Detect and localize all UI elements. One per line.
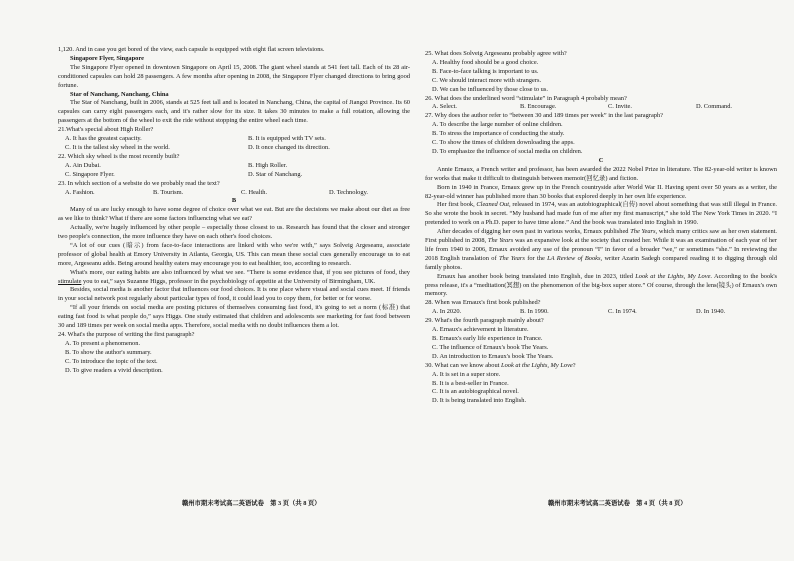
- question-27: 27. Why does the author refer to “between 30 and 189 times per week” in the last paragraph?: [425, 112, 664, 120]
- c-p4-mid: , which many critics saw as her own statement. First published in 2008,: [425, 228, 778, 245]
- question-24: 24. What's the purpose of writing the first paragraph?: [58, 331, 195, 338]
- q23-option-c[interactable]: C. Health.: [241, 188, 268, 196]
- page-4-column: [425, 50, 777, 406]
- q23-option-b[interactable]: B. Tourism.: [153, 188, 184, 196]
- c-p4-start: After decades of digging her own past in various works, Ernaux published: [437, 228, 631, 236]
- section-c-heading: C: [598, 156, 604, 164]
- book-title-the-years: The Years: [630, 228, 656, 236]
- question-22-options: [58, 162, 410, 171]
- singapore-heading: Singapore Flyer, Singapore: [70, 54, 144, 62]
- c-p5-end: . According to the book's press release, it's a “meditation(冥想) on the phenomenon of the big-box super store.” Of course, through the lens(镜头) of Ernaux's own memory.: [425, 272, 778, 298]
- passage-c-p2: Born in 1940 in France, Ernaux grew up in the French countryside after World War II. Having spent over 50 years as a writer, the 82-year-old winner has published more than 30 books that explored deeply in her own life experience.: [425, 183, 777, 200]
- q26-option-b[interactable]: B. Encourage.: [520, 103, 557, 111]
- page-3-footer: 赣州市期末考试高二英语试卷 第 3 页（共 8 页）: [182, 500, 321, 507]
- singapore-text: The Singapore Flyer opened in downtown Singapore on April 15, 2008. The giant wheel stands at 541 feet tall. Each of its 28 air-conditioned capsules can hold 28 passengers. A few months after opening in 2008, the Singapore Flyer changed directions to bring good fortune.: [58, 63, 410, 89]
- q30-option-b[interactable]: B. It is a best-seller in France.: [432, 379, 509, 387]
- passage-c-p3: [425, 201, 777, 228]
- q28-option-d[interactable]: D. In 1940.: [696, 308, 726, 316]
- passage-b-p1: Many of us are lucky enough to have some degree of choice over what we eat. But are the decisions we make about our diet as free as we like to think? What if there are some factors influencing what we eat?: [58, 206, 410, 223]
- q24-option-c[interactable]: C. To introduce the topic of the text.: [65, 357, 158, 365]
- q28-option-a[interactable]: A. In 2020.: [432, 308, 462, 316]
- q22-option-b[interactable]: B. High Roller.: [248, 161, 288, 169]
- q23-option-a[interactable]: A. Fashion.: [65, 188, 95, 196]
- q26-option-c[interactable]: C. Invite.: [608, 103, 632, 111]
- passage-c-p1: Annie Ernaux, a French writer and professor, has been awarded the 2022 Nobel Prize in literature. The 82-year-old writer is known for works that make it difficult to distinguish between memoir(回忆录) and fiction.: [425, 165, 777, 182]
- book-title-the-years-3: The Years: [498, 254, 525, 262]
- q23-option-d[interactable]: D. Technology.: [329, 188, 368, 196]
- q28-option-c[interactable]: C. In 1974.: [608, 308, 637, 316]
- q24-option-a[interactable]: A. To present a phenomenon.: [65, 339, 141, 347]
- question-28: 28. When was Ernaux's first book published?: [425, 299, 541, 307]
- q24-option-b[interactable]: B. To show the author's summary.: [65, 348, 152, 356]
- c-p3-start: Her first book,: [437, 201, 477, 209]
- q27-option-a[interactable]: A. To describe the large number of online children.: [432, 121, 563, 129]
- book-title-cleaned-out: Cleaned Out: [476, 201, 510, 209]
- passage-a-tail: 1,120. And in case you get bored of the view, each capsule is equipped with eight flat screen televisions.: [58, 46, 325, 53]
- question-22: 22. Which sky wheel is the most recently built?: [58, 152, 180, 160]
- passage-b-p6: “If all your friends on social media are posting pictures of themselves consuming fast food, it's going to set a norm (标准) that eating fast food is what people do,” says Higgs. One study estimated that children and adolescents see marketing for fast food between 30 and 189 times per week on social media apps. Therefore, social media with no doubt influences them a lot.: [58, 304, 410, 330]
- q29-option-a[interactable]: A. Ernaux's achievement in literature.: [432, 326, 529, 334]
- q30-option-a[interactable]: A. It is set in a super store.: [432, 370, 501, 378]
- p4-text-end: you to eat,” says Suzanne Higgs, professor in the psychobiology of appetite at the University of Birmingham, UK.: [81, 277, 376, 285]
- underlined-word-stimulate: stimulate: [58, 277, 82, 285]
- q27-option-c[interactable]: C. To show the times of children downloading the apps.: [432, 139, 575, 147]
- question-22-options-2: [58, 171, 410, 180]
- question-21-options: [58, 135, 410, 144]
- q25-option-b[interactable]: B. Face-to-face talking is important to us.: [432, 67, 539, 75]
- q25-option-d[interactable]: D. We can be influenced by those close to us.: [432, 85, 548, 93]
- q28-option-b[interactable]: B. In 1990.: [520, 308, 549, 316]
- question-23: 23. In which section of a website do we probably read the text?: [58, 179, 220, 187]
- passage-b-p5: Besides, social media is another factor that influences our food choices. It is one place where visual and social cues meet. If friends in your social network post regularly about particular types of food, it could lead you to copy them, for better or for worse.: [58, 286, 410, 303]
- q30-end: ?: [572, 361, 576, 369]
- question-30: [425, 362, 777, 371]
- passage-b-p4: [58, 269, 410, 287]
- nanchang-heading: Star of Nanchang, Nanchang, China: [70, 90, 169, 98]
- section-b-heading: B: [231, 197, 237, 205]
- q26-option-d[interactable]: D. Command.: [696, 103, 733, 111]
- passage-b-p3: “A lot of our cues (暗示) from face-to-face interactions are linked with who we're with,” says Solveig Argeseanu, associate professor of global health at Emory University in Atlanta, Georgia, US. This can mean these social cues generally encourage us to eat more, Argeseanu adds. Being around healthy eaters may encourage you to eat healthier, too, according to research.: [58, 241, 410, 267]
- q21-option-d[interactable]: D. It once changed its direction.: [248, 143, 330, 151]
- book-title-look-at-the-lights: Look at the Lights, My Love: [635, 272, 711, 280]
- book-title-the-years-2: The Years: [487, 237, 514, 245]
- p4-text-start: What's more, our eating habits are also influenced by what we see. “There is some evidence that, if you see pictures of food, they: [70, 268, 410, 276]
- q26-option-a[interactable]: A. Select.: [432, 103, 458, 111]
- q25-option-a[interactable]: A. Healthy food should be a good choice.: [432, 58, 539, 66]
- q30-book-title: Look at the Lights, My Love: [501, 361, 573, 369]
- q21-option-b[interactable]: B. It is equipped with TV sets.: [248, 135, 326, 143]
- q21-option-a[interactable]: A. It has the greatest capacity.: [65, 135, 142, 143]
- c-p4-end: , writer Azarin Sadegh compared reading it to digging through old family photos.: [425, 254, 778, 271]
- c-p4-mid2: was an expansive look at the society that created her. While it was an examination of each year of her life from 1940 to 2006, Ernaux avoided any use of the pronoun “I” in favor of a broader “we,” or sometimes “she.” In reviewing the 2018 English translation of: [425, 237, 777, 262]
- question-26: 26. What does the underlined word “stimulate” in Paragraph 4 probably mean?: [425, 94, 627, 102]
- q27-option-b[interactable]: B. To stress the importance of conducting the study.: [432, 130, 565, 138]
- question-23-options: [58, 189, 410, 198]
- q30-start: 30. What can we know about: [425, 361, 502, 369]
- q29-option-d[interactable]: D. An introduction to Ernaux's book The Years.: [432, 352, 554, 360]
- question-26-options: [425, 103, 777, 112]
- nanchang-text: The Star of Nanchang, built in 2006, stands at 525 feet tall and is located in Nanchang, China, the capital of Jiangxi Province. Its 60 capsules can carry eight passengers each, and it's rather slow for its size. It takes 30 minutes to make a full rotation, allowing the passengers at the bottom of the wheel to exit the ride without stopping the entire wheel each time.: [58, 99, 410, 125]
- question-21-options-2: [58, 144, 410, 153]
- q25-option-c[interactable]: C. We should interact more with strangers.: [432, 76, 542, 84]
- c-p3-end: , released in 1974, was an autobiographical(自传) novel about something that was still illegal in France. So she wrote the book in secret. “My husband had made fun of me after my first manuscript,” she told The New York Times in 2020. “I pretended to work on a Ph.D. paper to have time alone.” And the book was translated into English in 1990.: [425, 201, 778, 227]
- passage-b-p2: Actually, we're hugely influenced by other people – especially those closest to us. Research has found that the closer and stronger two people's connection, the more influence they have on each other's food choices.: [58, 224, 410, 241]
- q29-option-c[interactable]: C. The influence of Ernaux's book The Years.: [432, 343, 549, 351]
- passage-c-p4: [425, 228, 777, 273]
- page-4-footer: 赣州市期末考试高二英语试卷 第 4 页（共 8 页）: [548, 500, 687, 507]
- question-29: 29. What's the fourth paragraph mainly about?: [425, 317, 544, 325]
- question-21: 21.What's special about High Roller?: [58, 126, 154, 134]
- passage-c-p5: [425, 273, 777, 300]
- c-p5-start: Ernaux has another book being translated into English, due in 2023, titled: [437, 272, 636, 280]
- q30-option-c[interactable]: C. It is an autobiographical novel.: [432, 388, 519, 396]
- question-25: 25. What does Solveig Argeseanu probably agree with?: [425, 50, 567, 57]
- q22-option-c[interactable]: C. Singapore Flyer.: [65, 170, 115, 178]
- q24-option-d[interactable]: D. To give readers a vivid description.: [65, 366, 163, 374]
- q22-option-d[interactable]: D. Star of Nanchang.: [248, 170, 303, 178]
- c-p4-mid3: for the: [524, 254, 548, 262]
- q21-option-c[interactable]: C. It is the tallest sky wheel in the world.: [65, 143, 170, 151]
- question-28-options: [425, 308, 777, 317]
- q27-option-d[interactable]: D. To emphasize the influence of social media on children.: [432, 147, 583, 155]
- journal-title-la-review: LA Review of Books: [547, 254, 601, 262]
- q30-option-d[interactable]: D. It is being translated into English.: [432, 397, 527, 405]
- page-3-column: [58, 46, 410, 376]
- q22-option-a[interactable]: A. Ain Dubai.: [65, 161, 101, 169]
- q29-option-b[interactable]: B. Ernaux's early life experience in France.: [432, 335, 543, 342]
